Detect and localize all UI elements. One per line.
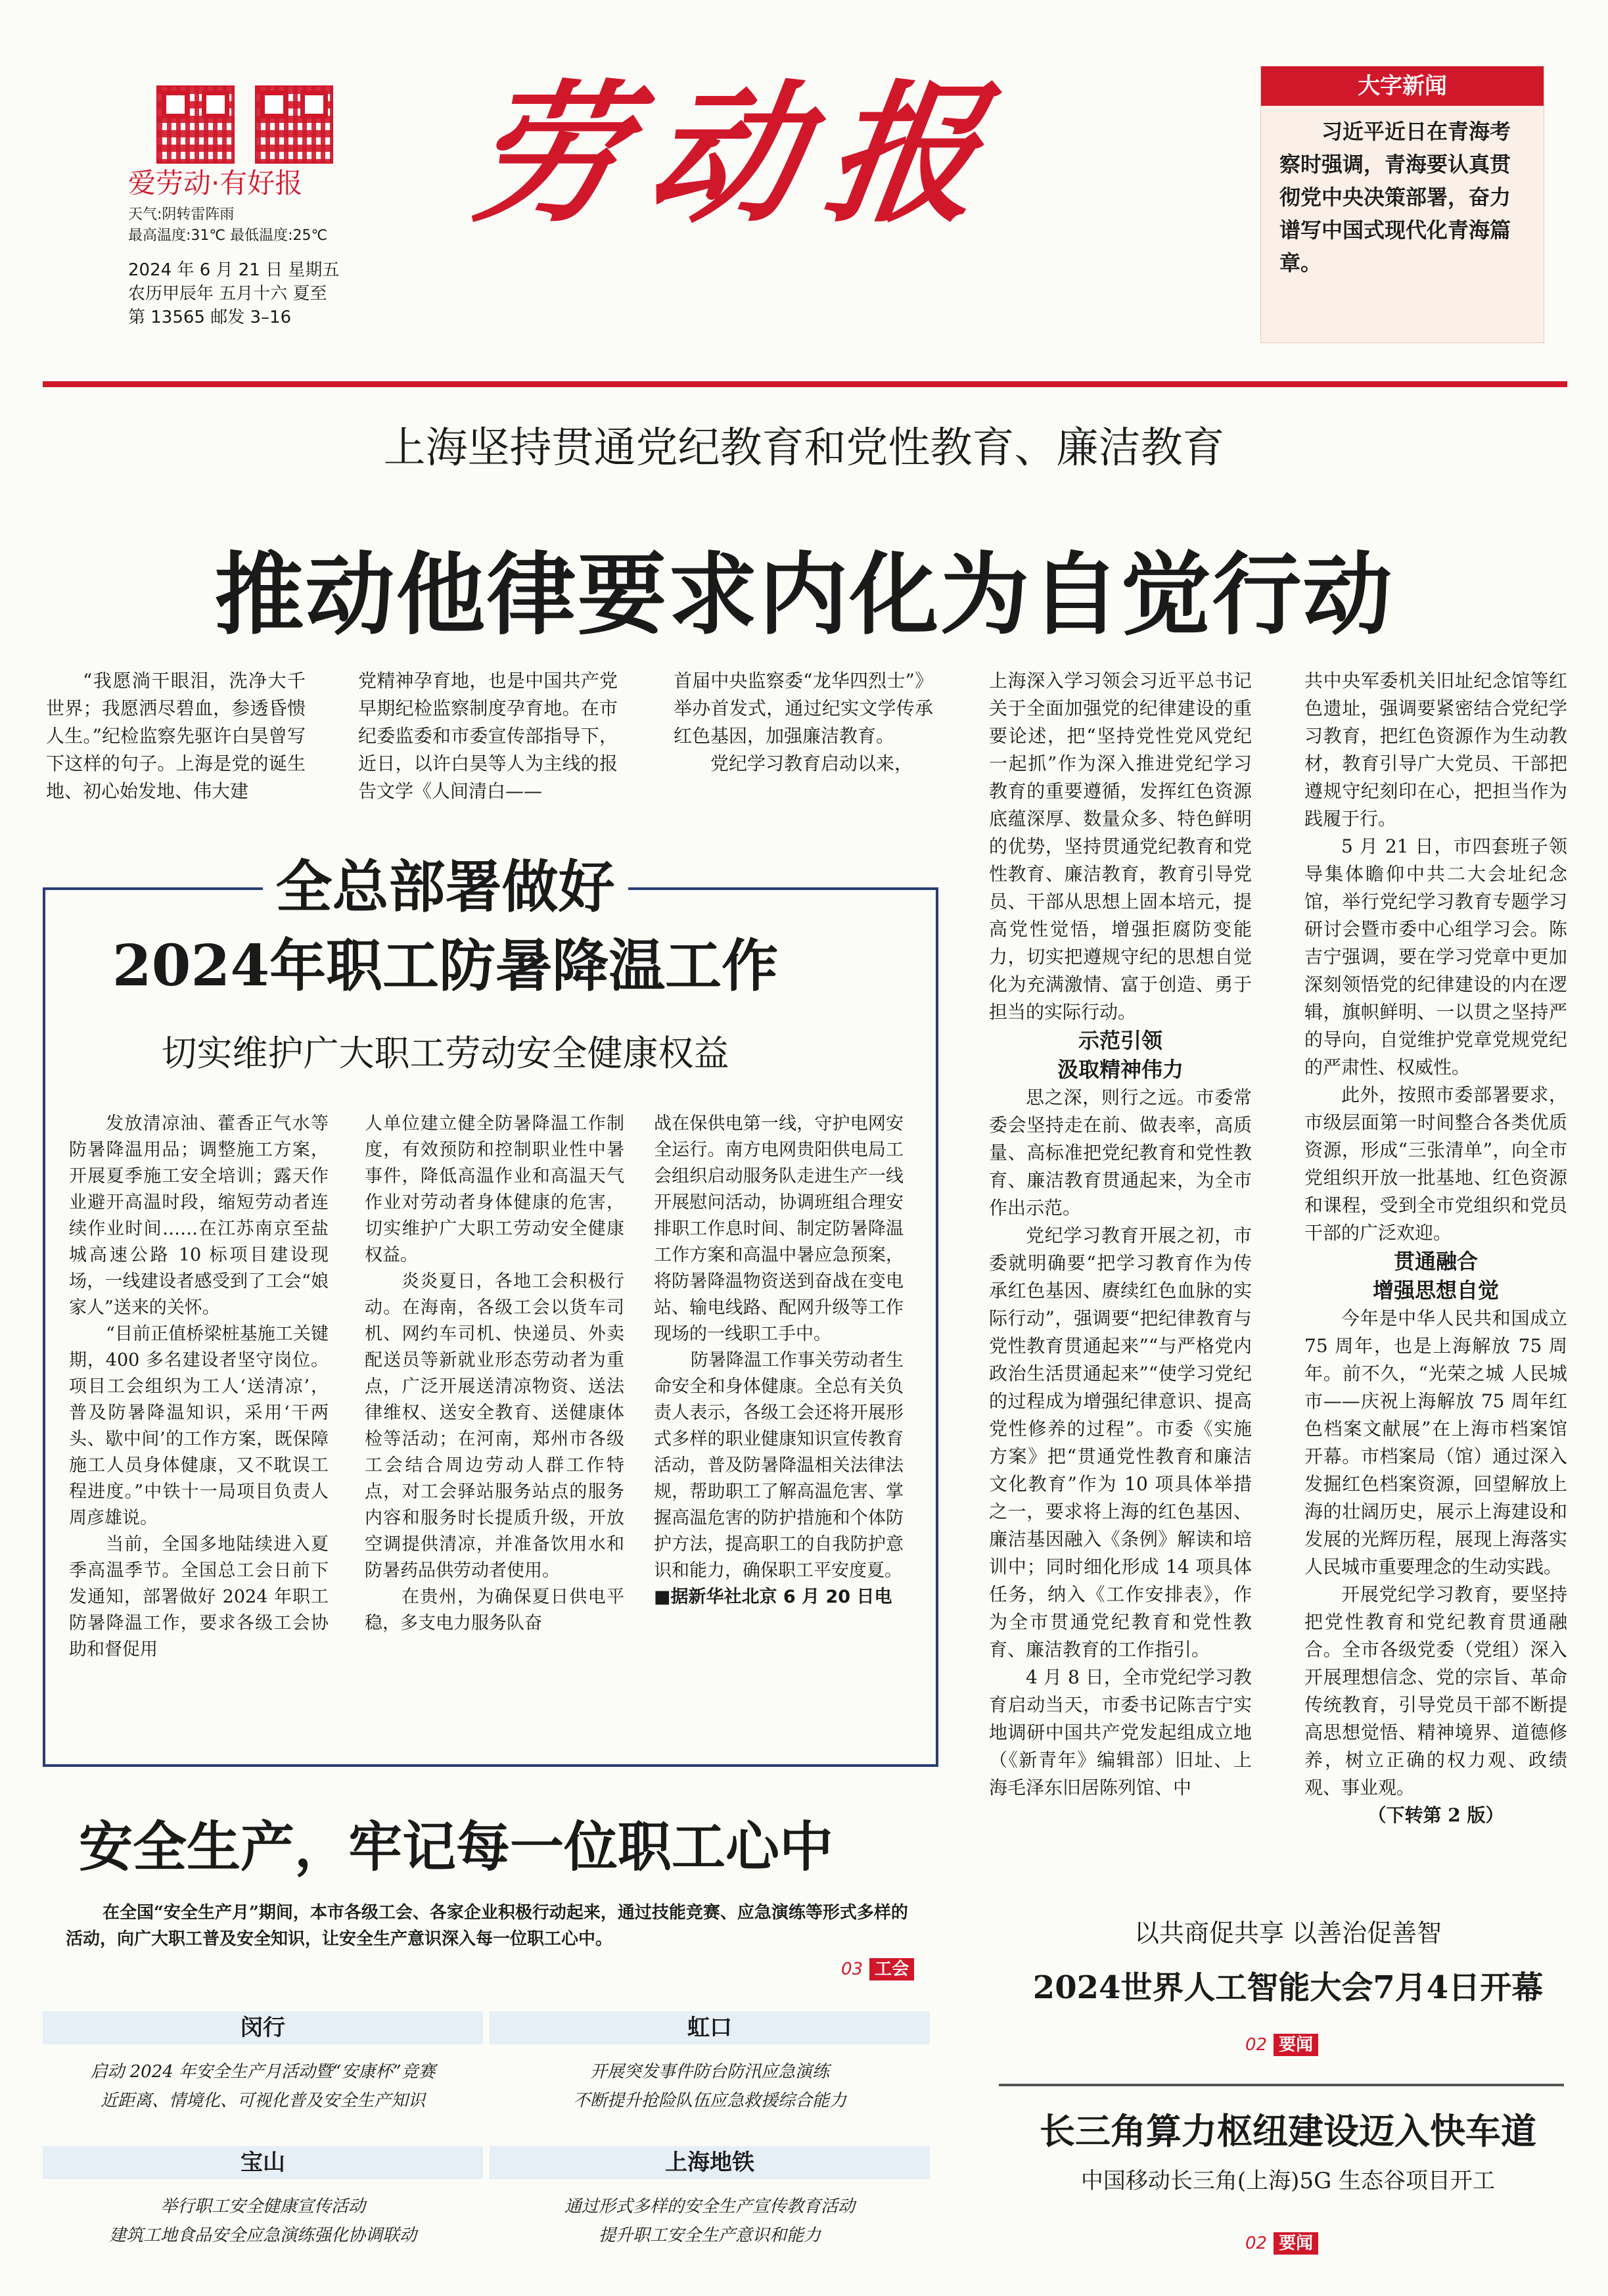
lead-col-5	[1304, 667, 1567, 1829]
paragraph: 党精神孕育地，也是中国共产党早期纪检监察制度孕育地。在市纪委监委和市委宣传部指导下，近日，以许白昊等人为主线的报告文学《人间清白——	[358, 670, 618, 802]
paragraph: 当前，全国多地陆续进入夏季高温季节。全国总工会日前下发通知，部署做好 2024 年职工防暑降温工作，要求各级工会协助和督促用	[69, 1534, 329, 1660]
paragraph: 今年是中华人民共和国成立 75 周年，也是上海解放 75 周年。前不久，“光荣之城 人民城市——庆祝上海解放 75 周年红色档案文献展”在上海市档案馆开幕。市档案局（馆）通过深入发掘红色档案资源，回望解放上海的壮阔历史，展示上海建设和发展的光辉历程，展现上海落实人民城市重要理念的生动实践。	[1304, 1307, 1567, 1578]
lunar-date: 农历甲辰年 五月十六 夏至	[128, 284, 327, 304]
safety-page-ref[interactable]	[841, 1956, 914, 1980]
district-item	[43, 2057, 483, 2115]
paragraph: 共中央军委机关旧址纪念馆等红色遗址，强调要紧密结合党纪学习教育，把红色资源作为生动教材，教育引导广大党员、干部把遵规守纪刻印在心，把担当作为践履于行。	[1304, 670, 1567, 830]
section-tag: 工会	[869, 1958, 914, 1980]
box-col-1	[69, 1111, 329, 1663]
paragraph: 炎炎夏日，各地工会积极行动。在海南，各级工会以货车司机、网约车司机、快递员、外卖配送员等新就业形态劳动者为重点，广泛开展送清凉物资、送法律维权、送安全教育、送健康体检等活动；在河南，郑州市各级工会结合周边劳动人群工作特点，对工会驿站服务站点的服务内容和服务时长提质升级，开放空调提供清凉，并准备饮用水和防暑药品供劳动者使用。	[365, 1271, 624, 1581]
paragraph: 4 月 8 日，全市党纪学习教育启动当天，市委书记陈吉宁实地调研中国共产党发起组成立地（《新青年》编辑部）旧址、上海毛泽东旧居陈列馆、中	[989, 1666, 1252, 1798]
paragraph: 党纪学习教育开展之初，市委就明确要“把学习教育作为传承红色基因、赓续红色血脉的实际行动”，强调要“把纪律教育与党性教育贯通起来”“与严格党内政治生活贯通起来”“使学习党纪的过程成为增强纪律意识、提高党性修养的过程”。市委《实施方案》把“贯通党性教育和廉洁文化教育”作为 10 项具体举措之一，要求将上海的红色基因、廉洁基因融入《条例》解读和培训中；同时细化形成 14 项具体任务，纳入《工作安排表》，作为全市贯通党纪教育和党性教育、廉洁教育的工作指引。	[989, 1225, 1252, 1660]
safety-lead: 在全国“安全生产月”期间，本市各级工会、各家企业积极行动起来，通过技能竞赛、应急演练等形式多样的活动，向广大职工普及安全知识，让安全生产意识深入每一位职工心中。	[66, 1903, 908, 1949]
subhead-1: 示范引领 汲取精神伟力	[1057, 1028, 1183, 1082]
paragraph: 此外，按照市委部署要求，市级层面第一时间整合各类优质资源，形成“三张清单”，向全市党组织开放一批基地、红色资源和课程，受到全市党组织和党员干部的广泛欢迎。	[1304, 1084, 1567, 1244]
brief-2-subtitle: 中国移动长三角(上海)5G 生态谷项目开工	[1080, 2168, 1496, 2194]
district-item	[490, 2057, 930, 2115]
dateline: ■据新华社北京 6 月 20 日电	[654, 1587, 892, 1607]
district-line: 开展突发事件防台防汛应急演练	[589, 2062, 829, 2082]
paragraph: 发放清凉油、藿香正气水等防暑降温用品；调整施工方案，开展夏季施工安全培训；露天作业避开高温时段，缩短劳动者连续作业时间……在江苏南京至盐城高速公路 10 标项目建设现场，一线建设者感受到了工会“娘家人”送来的关怀。	[69, 1113, 329, 1318]
district-line: 举行职工安全健康宣传活动	[160, 2197, 365, 2216]
brief-1-page-ref[interactable]	[1245, 2031, 1318, 2055]
district-line: 启动 2024 年安全生产月活动暨“安康杯”竞赛	[90, 2062, 436, 2082]
lead-headline: 推动他律要求内化为自觉行动	[214, 542, 1394, 647]
temperature: 最高温度:31℃ 最低温度:25℃	[128, 227, 328, 244]
lead-kicker: 上海坚持贯通党纪教育和党性教育、廉洁教育	[383, 424, 1225, 473]
paragraph: 在贵州，为确保夏日供电平稳，多支电力服务队奋	[365, 1587, 624, 1633]
district-line: 不断提升抢险队伍应急救援综合能力	[572, 2091, 846, 2111]
qr-code-right[interactable]	[255, 85, 333, 164]
box-headline-1	[0, 855, 890, 920]
lead-col-1	[46, 667, 306, 805]
district-item	[490, 2192, 930, 2250]
brief-1-title[interactable]: 2024世界人工智能大会7月4日开幕	[1032, 1969, 1544, 2006]
subhead-2: 贯通融合 增强思想自觉	[1372, 1249, 1499, 1303]
district-line: 通过形式多样的安全生产宣传教育活动	[564, 2197, 855, 2216]
box-headline-1-text: 全总部署做好	[263, 854, 628, 920]
paragraph: 战在保供电第一线，守护电网安全运行。南方电网贵阳供电局工会组织启动服务队走进生产一线开展慰问活动，协调班组合理安排职工作息时间、制定防暑降温工作方案和高温中暑应急预案，将防暑降温物资送到奋战在变电站、输电线路、配网升级等工作现场的一线职工手中。	[654, 1113, 904, 1344]
paragraph: 防暑降温工作事关劳动者生命安全和身体健康。全总有关负责人表示，各级工会还将开展形式多样的职业健康知识宣传教育活动，普及防暑降温相关法律法规，帮助职工了解高温危害、掌握高温危害的防护措施和个体防护方法，提高职工的自我防护意识和能力，确保职工平安度夏。	[654, 1350, 904, 1581]
box-col-2	[365, 1111, 624, 1637]
paragraph: 思之深，则行之远。市委常委会坚持走在前、做表率，高质量、高标准把党纪教育和党性教育、廉洁教育贯通起来，为全市作出示范。	[989, 1087, 1252, 1219]
lead-col-3	[674, 667, 933, 778]
qr-code-left[interactable]	[156, 85, 235, 164]
newspaper-logo: 劳动报	[461, 66, 1018, 243]
brief-2-page-ref[interactable]	[1245, 2230, 1318, 2254]
district-line: 提升职工安全生产意识和能力	[598, 2226, 821, 2245]
safety-title: 安全生产，牢记每一位职工心中	[79, 1816, 834, 1879]
paragraph: 党纪学习教育启动以来，	[710, 753, 913, 774]
issue-number: 第 13565 邮发 3–16	[128, 308, 292, 327]
paragraph: “我愿淌干眼泪，洗净大千世界；我愿洒尽碧血，参透昏愦人生。”纪检监察先驱许白昊曾写下这样的句子。上海是党的诞生地、初心始发地、伟大建	[46, 670, 306, 802]
district-item	[43, 2192, 483, 2250]
masthead-rule	[43, 381, 1567, 387]
paragraph: 5 月 21 日，市四套班子领导集体瞻仰中共二大会址纪念馆，举行党纪学习教育专题学习研讨会暨市委中心组学习会。陈吉宁强调，要在学习党章中更加深刻领悟党的纪律建设的内在逻辑，旗帜鲜明、一以贯之坚持严的导向，自觉维护党章党规党纪的严肃性、权威性。	[1304, 835, 1567, 1078]
page-number: 02	[1245, 2234, 1268, 2253]
page-number: 02	[1245, 2035, 1268, 2055]
lead-col-4	[989, 667, 1252, 1802]
big-news-text: 习近平近日在青海考察时强调，青海要认真贯彻党中央决策部署，奋力谱写中国式现代化青海篇章。	[1279, 119, 1511, 275]
district-heading: 上海地铁	[490, 2146, 930, 2179]
paragraph: 首届中央监察委“龙华四烈士”》举办首发式，通过纪实文学传承红色基因，加强廉洁教育。	[674, 670, 933, 747]
district-line: 建筑工地食品安全应急演练强化协调联动	[108, 2226, 417, 2245]
page-number: 03	[841, 1959, 863, 1979]
lead-col-2	[358, 667, 618, 805]
brief-2-title[interactable]: 长三角算力枢纽建设迈入快车道	[1040, 2110, 1536, 2152]
date: 2024 年 6 月 21 日 星期五	[128, 260, 340, 280]
paragraph: 开展党纪学习教育，要坚持把党性教育和党纪教育贯通融合。全市各级党委（党组）深入开展理想信念、党的宗旨、革命传统教育，引导党员干部不断提高思想觉悟、精神境界、道德修养，树立正确的权力观、政绩观、事业观。	[1304, 1583, 1567, 1798]
district-heading: 宝山	[43, 2146, 483, 2179]
big-news-label: 大字新闻	[1261, 66, 1544, 106]
section-tag: 要闻	[1274, 2232, 1318, 2255]
box-col-3	[654, 1111, 904, 1610]
paragraph: 上海深入学习领会习近平总书记关于全面加强党的纪律建设的重要论述，把“坚持党性党风党纪一起抓”作为深入推进党纪学习教育的重要遵循，发挥红色资源底蕴深厚、数量众多、特色鲜明的优势，坚持贯通党纪教育和党性教育、廉洁教育，教育引导党员、干部从思想上固本培元，提高党性觉悟，增强拒腐防变能力，切实把遵规守纪的思想自觉化为充满激情、富于创造、勇于担当的实际行动。	[989, 670, 1252, 1023]
paragraph: “目前正值桥梁桩基施工关键期，400 多名建设者坚守岗位。项目工会组织为工人‘送清凉’，普及防暑降温知识，采用‘干两头、歇中间’的工作方案，既保障施工人员身体健康，又不耽误工程进度。”中铁十一局项目负责人周彦雄说。	[69, 1324, 329, 1528]
big-news-box	[1260, 66, 1544, 343]
box-subheadline: 切实维护广大职工劳动安全健康权益	[161, 1033, 729, 1074]
paragraph: 人单位建立健全防暑降温工作制度，有效预防和控制职业性中暑事件，降低高温作业和高温天气作业对劳动者身体健康的危害，切实维护广大职工劳动安全健康权益。	[365, 1113, 624, 1265]
district-heading: 闵行	[43, 2011, 483, 2044]
weather: 天气:阴转雷阵雨	[128, 206, 235, 223]
continued-note[interactable]: （下转第 2 版）	[1367, 1804, 1504, 1826]
section-tag: 要闻	[1274, 2034, 1318, 2056]
box-headline-2: 2024年职工防暑降温工作	[112, 933, 779, 999]
brief-1-kicker: 以共商促共享 以善治促善智	[1134, 1919, 1442, 1948]
divider	[999, 2084, 1564, 2086]
district-line: 近距离、情境化、可视化普及安全生产知识	[100, 2091, 425, 2111]
district-heading: 虹口	[490, 2011, 930, 2044]
slogan: 爱劳动·有好报	[128, 167, 303, 199]
